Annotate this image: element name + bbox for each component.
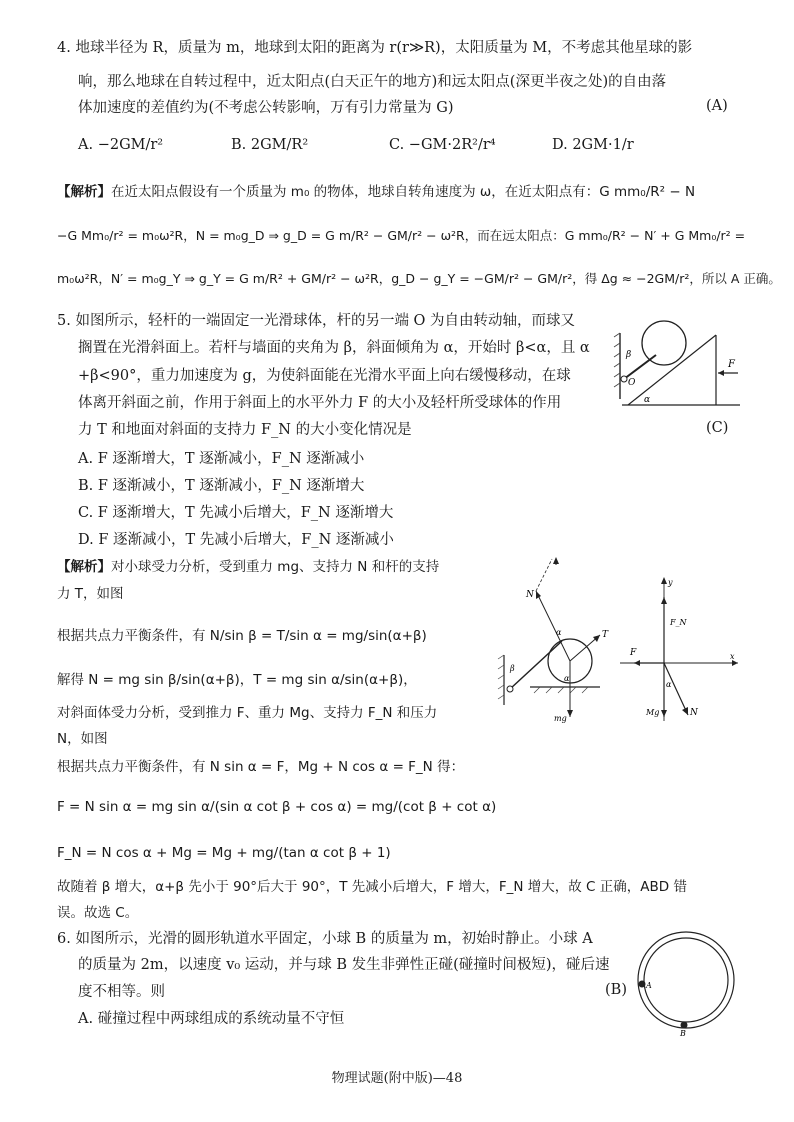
label-mg-big: Mg (646, 708, 660, 717)
q5-stem-line3: +β<90°，重力加速度为 g，为使斜面能在光滑水平面上向右缓慢移动，在球 (78, 368, 571, 384)
q5-option-d: D. F 逐渐减小，T 先减小后增大，F_N 逐渐减小 (78, 532, 394, 548)
q4-option-b: B. 2GM/R² (231, 137, 309, 153)
label-ball-a: A (646, 981, 652, 990)
q5-solution-line2: 力 T，如图 (57, 586, 124, 602)
q5-answer: (C) (706, 420, 729, 436)
q6-stem-line1: 6. 如图所示，光滑的圆形轨道水平固定，小球 B 的质量为 m，初始时静止。小球 A (57, 931, 593, 947)
q4-option-a: A. −2GM/r² (78, 137, 164, 153)
q5-solution-line11: 误。故选 C。 (57, 905, 139, 921)
label-alpha-2: α (556, 628, 562, 637)
q4-solution-line3: m₀ω²R，N′ = m₀g_Y ⇒ g_Y = G m/R² + GM/r² − ω²R，g_D − g_Y = −GM/r² − GM/r²，得 Δg ≈ −2GM/r²，所以 A 正确。 (57, 271, 781, 286)
q5-option-a: A. F 逐渐增大，T 逐渐减小，F_N 逐渐减小 (78, 451, 365, 467)
q6-option-a: A. 碰撞过程中两球组成的系统动量不守恒 (78, 1011, 345, 1027)
q5-solution-line8: F = N sin α = mg sin α/(sin α cot β + cos α) = mg/(cot β + cot α) (57, 799, 497, 815)
label-alpha: α (644, 395, 651, 405)
q5-stem-line1: 5. 如图所示，轻杆的一端固定一光滑球体，杆的另一端 O 为自由转动轴，而球又 (57, 313, 576, 329)
label-beta-2: β (510, 664, 515, 673)
q4-option-d: D. 2GM·1/r (552, 137, 634, 153)
q5-solution-line6: N，如图 (57, 731, 108, 747)
q4-answer: (A) (706, 98, 728, 114)
q5-option-c: C. F 逐渐增大，T 先减小后增大，F_N 逐渐增大 (78, 505, 394, 521)
q5-solution-line7: 根据共点力平衡条件，有 N sin α = F，Mg + N cos α = F_N 得： (57, 759, 465, 775)
q4-stem-line2: 响，那么地球在自转过程中，近太阳点(白天正午的地方)和远太阳点(深更半夜之处)的自由落 (78, 74, 667, 90)
q4-solution-line2: −G Mm₀/r² = m₀ω²R，N = m₀g_D ⇒ g_D = G m/R² − GM/r² − ω²R，而在远太阳点：G mm₀/R² − N′ + G Mm₀/r² = (57, 228, 746, 243)
q5-solution-line10: 故随着 β 增大，α+β 先小于 90°后大于 90°，T 先减小后增大，F 增大，F_N 增大，故 C 正确，ABD 错 (57, 879, 687, 895)
solution-text: 在近太阳点假设有一个质量为 m₀ 的物体，地球自转角速度为 ω，在近太阳点有：G mm₀/R² − N (111, 184, 696, 200)
q5-solution-line5: 对斜面体受力分析，受到推力 F、重力 Mg、支持力 F_N 和压力 (57, 705, 438, 721)
q6-circular-track-figure (632, 928, 740, 1036)
q4-stem-line1: 4. 地球半径为 R，质量为 m，地球到太阳的距离为 r(r≫R)，太阳质量为 M，不考虑其他星球的影 (57, 40, 693, 56)
q5-solution-line4: 解得 N = mg sin β/sin(α+β)，T = mg sin α/sin(α+β)， (57, 672, 417, 688)
label-beta: β (626, 350, 632, 360)
label-f: F (728, 359, 735, 370)
q5-stem-line5: 力 T 和地面对斜面的支持力 F_N 的大小变化情况是 (78, 422, 412, 438)
label-o: O (628, 378, 636, 388)
label-f-2: F (630, 648, 637, 658)
label-alpha-4: α (666, 680, 672, 689)
q4-solution-line1 (57, 182, 695, 202)
label-n: N (526, 590, 534, 600)
solution-text: 对小球受力分析，受到重力 mg、支持力 N 和杆的支持 (111, 559, 440, 575)
page-footer: 物理试题(附中版)—48 (331, 1071, 463, 1086)
q6-stem-line3: 度不相等。则 (78, 984, 165, 1000)
q5-solution-line3: 根据共点力平衡条件，有 N/sin β = T/sin α = mg/sin(α+β) (57, 628, 427, 644)
label-t: T (602, 630, 609, 640)
q5-incline-figure (612, 313, 742, 413)
q5-solution-line1 (57, 557, 439, 577)
q5-option-b: B. F 逐渐减小，T 逐渐减小，F_N 逐渐增大 (78, 478, 365, 494)
label-n-2: N (690, 708, 698, 718)
label-fn: F_N (670, 618, 687, 627)
q6-answer: (B) (605, 982, 627, 998)
label-alpha-3: α (564, 674, 570, 683)
q4-stem-line3: 体加速度的差值约为(不考虑公转影响，万有引力常量为 G) (78, 100, 454, 116)
solution-tag: 【解析】 (57, 559, 111, 575)
q5-stem-line4: 体离开斜面之前，作用于斜面上的水平外力 F 的大小及轻杆所受球体的作用 (78, 395, 562, 411)
label-ball-b: B (680, 1029, 686, 1036)
q5-stem-line2: 搁置在光滑斜面上。若杆与墙面的夹角为 β，斜面倾角为 α，开始时 β<α，且 α (78, 340, 590, 356)
ball-force-diagram (490, 555, 610, 725)
q5-solution-line9: F_N = N cos α + Mg = Mg + mg/(tan α cot β + 1) (57, 845, 391, 861)
label-y: y (668, 578, 673, 587)
q4-option-c: C. −GM·2R²/r⁴ (389, 137, 496, 153)
q6-stem-line2: 的质量为 2m，以速度 v₀ 运动，并与球 B 发生非弹性正碰(碰撞时间极短)，碰后速 (78, 957, 610, 973)
label-x: x (730, 652, 735, 661)
label-mg: mg (554, 714, 567, 723)
incline-force-diagram (616, 575, 742, 725)
solution-tag: 【解析】 (57, 184, 111, 200)
